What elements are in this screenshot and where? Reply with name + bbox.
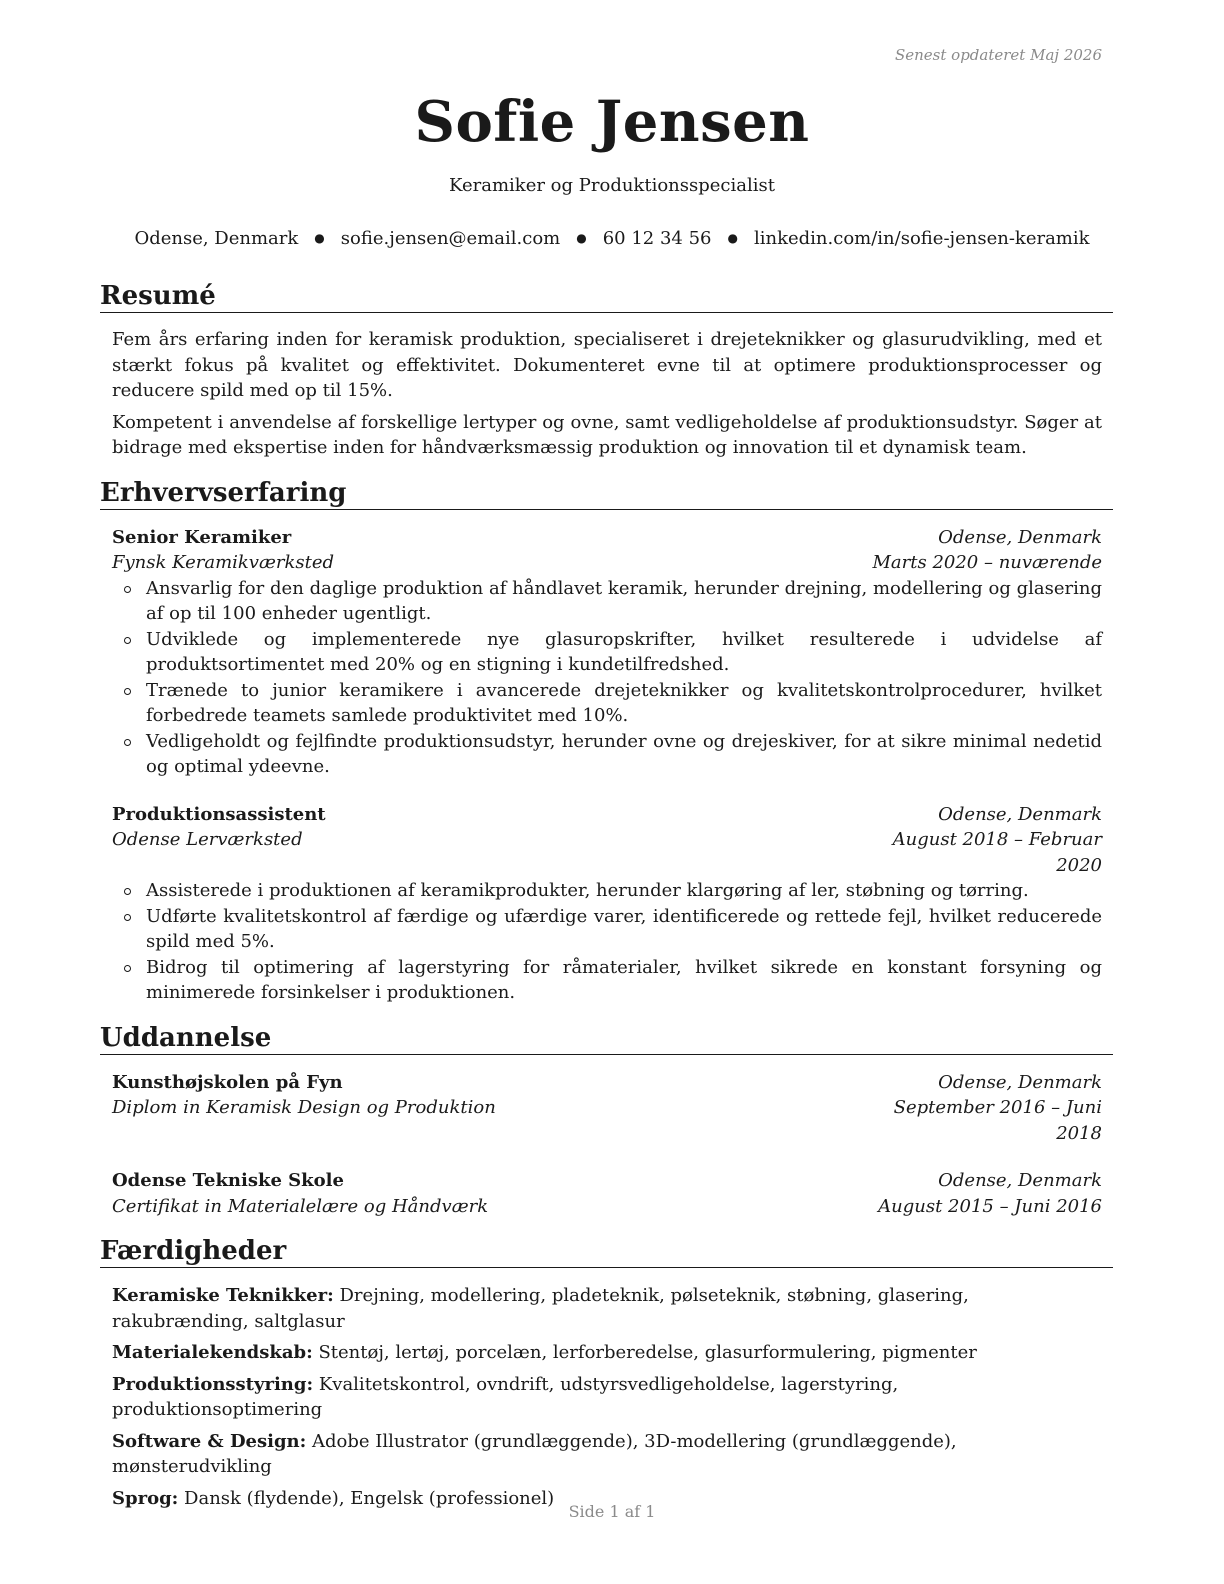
school-name: Kunsthøjskolen på Fyn <box>112 1071 343 1093</box>
skill-row <box>112 1429 1102 1480</box>
list-item: Ansvarlig for den daglige produktion af håndlavet keramik, herunder drejning, modellering og glasering af op til 100 enheder ugentligt. <box>146 576 1102 627</box>
cv-body <box>100 280 1113 1511</box>
school-location: Odense, Denmark <box>938 1170 1102 1191</box>
job-title: Senior Keramiker <box>112 526 292 548</box>
education-entry <box>112 1070 1102 1147</box>
contact-phone: 60 12 34 56 <box>602 228 712 249</box>
job-entry <box>112 525 1102 780</box>
job-location: Odense, Denmark <box>938 526 1102 548</box>
section-heading-skills: Færdigheder <box>100 1235 1113 1268</box>
skill-row <box>112 1340 1102 1366</box>
job-bullets <box>112 878 1102 1006</box>
skill-label: Keramiske Teknikker: <box>112 1285 334 1306</box>
skill-value: Drejning, modellering, pladeteknik, pølseteknik, støbning, glasering, rakubrænding, saltglasur <box>112 1285 969 1332</box>
page-number: Side 1 af 1 <box>568 1502 656 1521</box>
school-name: Odense Tekniske Skole <box>112 1170 344 1191</box>
school-dates: August 2015 – Juni 2016 <box>878 1195 1102 1217</box>
list-item: Trænede to junior keramikere i avancerede drejeteknikker og kvalitetskontrolprocedurer, hvilket forbedrede teamets samlede produktivitet med 10%. <box>146 678 1102 729</box>
job-entry <box>112 802 1102 1006</box>
professional-title: Keramiker og Produktionsspecialist <box>449 175 775 196</box>
skill-label: Sprog: <box>112 1487 179 1509</box>
skill-label: Produktionsstyring: <box>112 1373 314 1395</box>
skill-value: Adobe Illustrator (grundlæggende), 3D-modellering (grundlæggende), mønsterudvikling <box>112 1430 957 1477</box>
skill-value: Kvalitetskontrol, ovndrift, udstyrsvedligeholdelse, lagerstyring, produktionsoptimering <box>112 1373 899 1420</box>
job-dates: Marts 2020 – nuværende <box>872 552 1102 573</box>
skill-row <box>112 1372 1102 1423</box>
list-item: Assisterede i produktionen af keramikprodukter, herunder klargøring af ler, støbning og tørring. <box>146 878 1102 904</box>
school-degree: Certifikat in Materialelære og Håndværk <box>112 1195 489 1217</box>
job-company: Odense Lerværksted <box>112 829 303 850</box>
job-dates: August 2018 – Februar 2020 <box>892 829 1102 876</box>
skill-value: Stentøj, lertøj, porcelæn, lerforberedelse, glasurformulering, pigmenter <box>318 1342 977 1363</box>
list-item: Vedligeholdt og fejlfindte produktionsudstyr, herunder ovne og drejeskiver, for at sikre minimal nedetid og optimal ydeevne. <box>146 729 1102 780</box>
separator-dot: ● <box>314 231 325 245</box>
school-degree: Diplom in Keramisk Design og Produktion <box>112 1097 496 1118</box>
skill-label: Materialekendskab: <box>112 1342 313 1363</box>
job-location: Odense, Denmark <box>938 803 1102 825</box>
contact-linkedin[interactable]: linkedin.com/in/sofie-jensen-keramik <box>753 228 1090 249</box>
summary-paragraph: Kompetent i anvendelse af forskellige lertyper og ovne, samt vedligeholdelse af produktionsudstyr. Søger at bidrage med ekspertise inden for håndværksmæssig produktion og innovation til et dynamisk team. <box>112 411 1102 458</box>
school-location: Odense, Denmark <box>938 1071 1102 1093</box>
skill-value: Dansk (flydende), Engelsk (professionel) <box>184 1487 555 1509</box>
skill-row <box>112 1283 1102 1334</box>
list-item: Udførte kvalitetskontrol af færdige og ufærdige varer, identificerede og rettede fejl, hvilket reducerede spild med 5%. <box>146 904 1102 955</box>
contact-location: Odense, Denmark <box>134 228 299 249</box>
contact-email[interactable]: sofie.jensen@email.com <box>340 228 561 249</box>
education-entry <box>112 1168 1102 1219</box>
job-title: Produktionsassistent <box>112 803 326 825</box>
job-company: Fynsk Keramikværksted <box>112 552 335 573</box>
list-item: Udviklede og implementerede nye glasuropskrifter, hvilket resulterede i udvidelse af produktsortimentet med 20% og en stigning i kundetilfredshed. <box>146 627 1102 678</box>
section-heading-education: Uddannelse <box>100 1022 1113 1055</box>
school-dates: September 2016 – Juni 2018 <box>893 1097 1102 1144</box>
job-bullets <box>112 576 1102 780</box>
last-updated-note: Senest opdateret Maj 2026 <box>894 46 1102 64</box>
skill-label: Software & Design: <box>112 1430 307 1452</box>
list-item: Bidrog til optimering af lagerstyring for råmaterialer, hvilket sikrede en konstant forsyning og minimerede forsinkelser i produktionen. <box>146 955 1102 1006</box>
section-heading-experience: Erhvervserfaring <box>100 477 1113 510</box>
section-heading-summary: Resumé <box>100 280 1113 313</box>
separator-dot: ● <box>727 231 738 245</box>
person-name: Sofie Jensen <box>414 89 810 155</box>
separator-dot: ● <box>576 231 587 245</box>
contact-line <box>0 228 1224 249</box>
summary-paragraph: Fem års erfaring inden for keramisk produktion, specialiseret i drejeteknikker og glasurudvikling, med et stærkt fokus på kvalitet og effektivitet. Dokumenteret evne til at optimere produktionsprocesser og reducere spild med op til 15%. <box>112 329 1102 401</box>
